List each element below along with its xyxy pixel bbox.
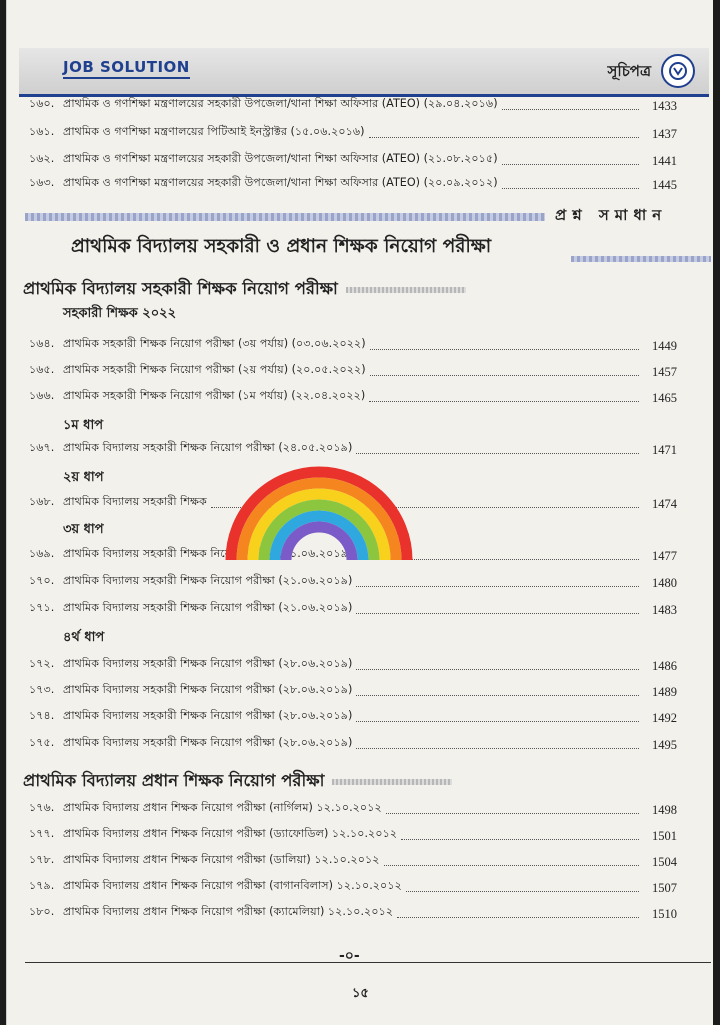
entry-page: 1486 [652, 659, 677, 673]
entry-title: প্রাথমিক সহকারী শিক্ষক নিয়োগ পরীক্ষা (২য় পর্যায়) (২০.০৫.২০২২) [63, 363, 366, 376]
toc-entry [29, 175, 677, 193]
entry-title: প্রাথমিক বিদ্যালয় সহকারী শিক্ষক নিয়োগ পরীক্ষা (২৮.০৬.২০১৯) [63, 683, 353, 696]
entry-page: 1498 [652, 803, 677, 817]
entry-number: ১৬৮. [29, 495, 55, 508]
heading-text: প্রাথমিক বিদ্যালয় সহকারী শিক্ষক নিয়োগ পরীক্ষা [23, 279, 338, 298]
entry-number: ১৬০. [29, 97, 55, 110]
entry-page: 1457 [652, 365, 677, 379]
dot-leader [502, 164, 639, 165]
entry-number: ১৬৫. [29, 363, 55, 376]
entry-page: 1504 [652, 855, 677, 869]
group-label: ৪র্থ ধাপ [63, 630, 105, 645]
entry-number: ১৬৪. [29, 337, 55, 350]
dot-leader [370, 375, 639, 376]
toc-entry [29, 800, 677, 818]
entry-title: প্রাথমিক ও গণশিক্ষা মন্ত্রণালয়ের সহকারী উপজেলা/থানা শিক্ষা অফিসার (ATEO) (২৯.০৪.২০১৬) [63, 97, 498, 110]
section-divider [25, 213, 545, 221]
entry-number: ১৭৪. [29, 709, 55, 722]
entry-page: 1441 [652, 154, 677, 168]
dot-leader [386, 813, 639, 814]
assistant-teacher-heading [23, 276, 466, 303]
entry-title: প্রাথমিক বিদ্যালয় প্রধান শিক্ষক নিয়োগ পরীক্ষা (বাগানবিলাস) ১২.১০.২০১২ [63, 879, 402, 892]
entry-title: প্রাথমিক বিদ্যালয় প্রধান শিক্ষক নিয়োগ পরীক্ষা (ডালিয়া) ১২.১০.২০১২ [63, 853, 380, 866]
toc-entry [29, 682, 677, 700]
entry-page: 1449 [652, 339, 677, 353]
entry-page: 1507 [652, 881, 677, 895]
entry-title: প্রাথমিক বিদ্যালয় সহকারী শিক্ষক নিয়োগ পরীক্ষা (২৪.০৫.২০১৯) [63, 441, 353, 454]
toc-entry [29, 388, 677, 406]
brand-title: JOB SOLUTION [63, 58, 190, 79]
entry-title: প্রাথমিক বিদ্যালয় সহকারী শিক্ষক নিয়োগ পরীক্ষা (২১.০৬.২০১৯) [63, 601, 353, 614]
rainbow-watermark-icon [219, 452, 419, 562]
entry-page: 1465 [652, 391, 677, 405]
exam-title-band [571, 256, 711, 262]
footer-rule [25, 962, 711, 963]
dot-leader [406, 891, 639, 892]
entry-number: ১৭৫. [29, 736, 55, 749]
head-teacher-heading [23, 768, 452, 795]
group-label: ১ম ধাপ [63, 418, 104, 433]
entry-number: ১৬৯. [29, 547, 55, 560]
dot-leader [356, 613, 639, 614]
toc-entry [29, 826, 677, 844]
dot-leader [384, 865, 639, 866]
dot-leader [502, 109, 639, 110]
entry-title: প্রাথমিক বিদ্যালয় সহকারী শিক্ষক নিয়োগ পরীক্ষা (২৮.০৬.২০১৯) [63, 736, 353, 749]
heading-text: প্রাথমিক বিদ্যালয় প্রধান শিক্ষক নিয়োগ পরীক্ষা [23, 771, 325, 790]
dot-leader [356, 586, 639, 587]
entry-page: 1483 [652, 603, 677, 617]
entry-page: 1433 [652, 99, 677, 113]
entry-number: ১৭১. [29, 601, 55, 614]
entry-number: ১৬১. [29, 125, 55, 138]
toc-entry [29, 708, 677, 726]
entry-number: ১৭২. [29, 657, 55, 670]
toc-entry [29, 904, 677, 922]
document-page [6, 0, 713, 1025]
entry-page: 1495 [652, 738, 677, 752]
toc-entry [29, 336, 677, 354]
entry-page: 1437 [652, 127, 677, 141]
entry-title: প্রাথমিক বিদ্যালয় প্রধান শিক্ষক নিয়োগ পরীক্ষা (নার্গিলম) ১২.১০.২০১২ [63, 801, 382, 814]
entry-number: ১৬৭. [29, 441, 55, 454]
dot-leader [397, 917, 639, 918]
toc-entry [29, 852, 677, 870]
entry-number: ১৭৮. [29, 853, 55, 866]
dot-leader [356, 721, 639, 722]
toc-entry [29, 656, 677, 674]
dot-leader [369, 401, 639, 402]
entry-number: ১৭৯. [29, 879, 55, 892]
entry-number: ১৭৩. [29, 683, 55, 696]
group-label: ২য় ধাপ [63, 470, 104, 485]
entry-page: 1489 [652, 685, 677, 699]
entry-number: ১৬৬. [29, 389, 55, 402]
toc-entry [29, 96, 677, 114]
toc-entry [29, 600, 677, 618]
entry-title: প্রাথমিক বিদ্যালয় সহকারী শিক্ষক নিয়োগ পরীক্ষা (২৮.০৬.২০১৯) [63, 709, 353, 722]
entry-title: প্রাথমিক ও গণশিক্ষা মন্ত্রণালয়ের সহকারী উপজেলা/থানা শিক্ষা অফিসার (ATEO) (২১.০৮.২০১৫) [63, 152, 498, 165]
page-header [19, 48, 709, 97]
entry-title: প্রাথমিক বিদ্যালয় প্রধান শিক্ষক নিয়োগ পরীক্ষা (ড্যাফোডিল) ১২.১০.২০১২ [63, 827, 398, 840]
entry-title: প্রাথমিক বিদ্যালয় সহকারী শিক্ষক নিয়োগ পরীক্ষা (২১.০৬.২০১৯) [63, 574, 353, 587]
dot-leader [502, 188, 639, 189]
heading-band [346, 287, 466, 293]
entry-number: ১৮০. [29, 905, 55, 918]
toc-entry [29, 573, 677, 591]
heading-band [332, 779, 452, 785]
dot-leader [369, 137, 639, 138]
toc-entry [29, 735, 677, 753]
group-label: ৩য় ধাপ [63, 522, 104, 537]
dot-leader [356, 695, 639, 696]
entry-title: প্রাথমিক বিদ্যালয় প্রধান শিক্ষক নিয়োগ পরীক্ষা (ক্যামেলিয়া) ১২.১০.২০১২ [63, 905, 394, 918]
dot-leader [401, 839, 639, 840]
entry-number: ১৭০. [29, 574, 55, 587]
toc-entry [29, 878, 677, 896]
dot-leader [356, 748, 639, 749]
entry-page: 1501 [652, 829, 677, 843]
dot-leader [370, 349, 639, 350]
entry-number: ১৬২. [29, 152, 55, 165]
entry-title: প্রাথমিক সহকারী শিক্ষক নিয়োগ পরীক্ষা (১ম পর্যায়) (২২.০৪.২০২২) [63, 389, 366, 402]
end-mark: -০- [339, 948, 360, 964]
entry-number: ১৭৬. [29, 801, 55, 814]
entry-title: প্রাথমিক ও গণশিক্ষা মন্ত্রণালয়ের পিটিআই ইনস্ট্রাক্টর (১৫.০৬.২০১৬) [63, 125, 365, 138]
entry-title: প্রাথমিক বিদ্যালয় সহকারী শিক্ষক নিয়োগ পরীক্ষা (২১.০৬.২০১৯) [63, 547, 353, 560]
entry-title: প্রাথমিক বিদ্যালয় সহকারী শিক্ষক [63, 495, 207, 508]
entry-title: প্রাথমিক ও গণশিক্ষা মন্ত্রণালয়ের সহকারী উপজেলা/থানা শিক্ষা অফিসার (ATEO) (২০.০৯.২০১২) [63, 176, 498, 189]
dot-leader [356, 669, 639, 670]
entry-page: 1471 [652, 443, 677, 457]
entry-number: ১৬৩. [29, 176, 55, 189]
page-number: ১৫ [352, 986, 369, 1001]
entry-page: 1445 [652, 178, 677, 192]
entry-page: 1492 [652, 711, 677, 725]
toc-entry [29, 362, 677, 380]
entry-page: 1477 [652, 549, 677, 563]
entry-page: 1480 [652, 576, 677, 590]
exam-title: প্রাথমিক বিদ্যালয় সহকারী ও প্রধান শিক্ষক নিয়োগ পরীক্ষা [71, 236, 492, 257]
toc-entry [29, 151, 677, 169]
toc-entry [29, 124, 677, 142]
entry-page: 1510 [652, 907, 677, 921]
entry-title: প্রাথমিক সহকারী শিক্ষক নিয়োগ পরীক্ষা (৩য় পর্যায়) (০৩.০৬.২০২২) [63, 337, 366, 350]
entry-page: 1474 [652, 497, 677, 511]
book-logo-icon [661, 54, 695, 88]
group-label: সহকারী শিক্ষক ২০২২ [63, 306, 177, 321]
entry-title: প্রাথমিক বিদ্যালয় সহকারী শিক্ষক নিয়োগ পরীক্ষা (২৮.০৬.২০১৯) [63, 657, 353, 670]
section-tag: সূচিপত্র [607, 62, 651, 80]
divider-label: প্রশ্ন সমাধান [555, 206, 668, 224]
entry-number: ১৭৭. [29, 827, 55, 840]
